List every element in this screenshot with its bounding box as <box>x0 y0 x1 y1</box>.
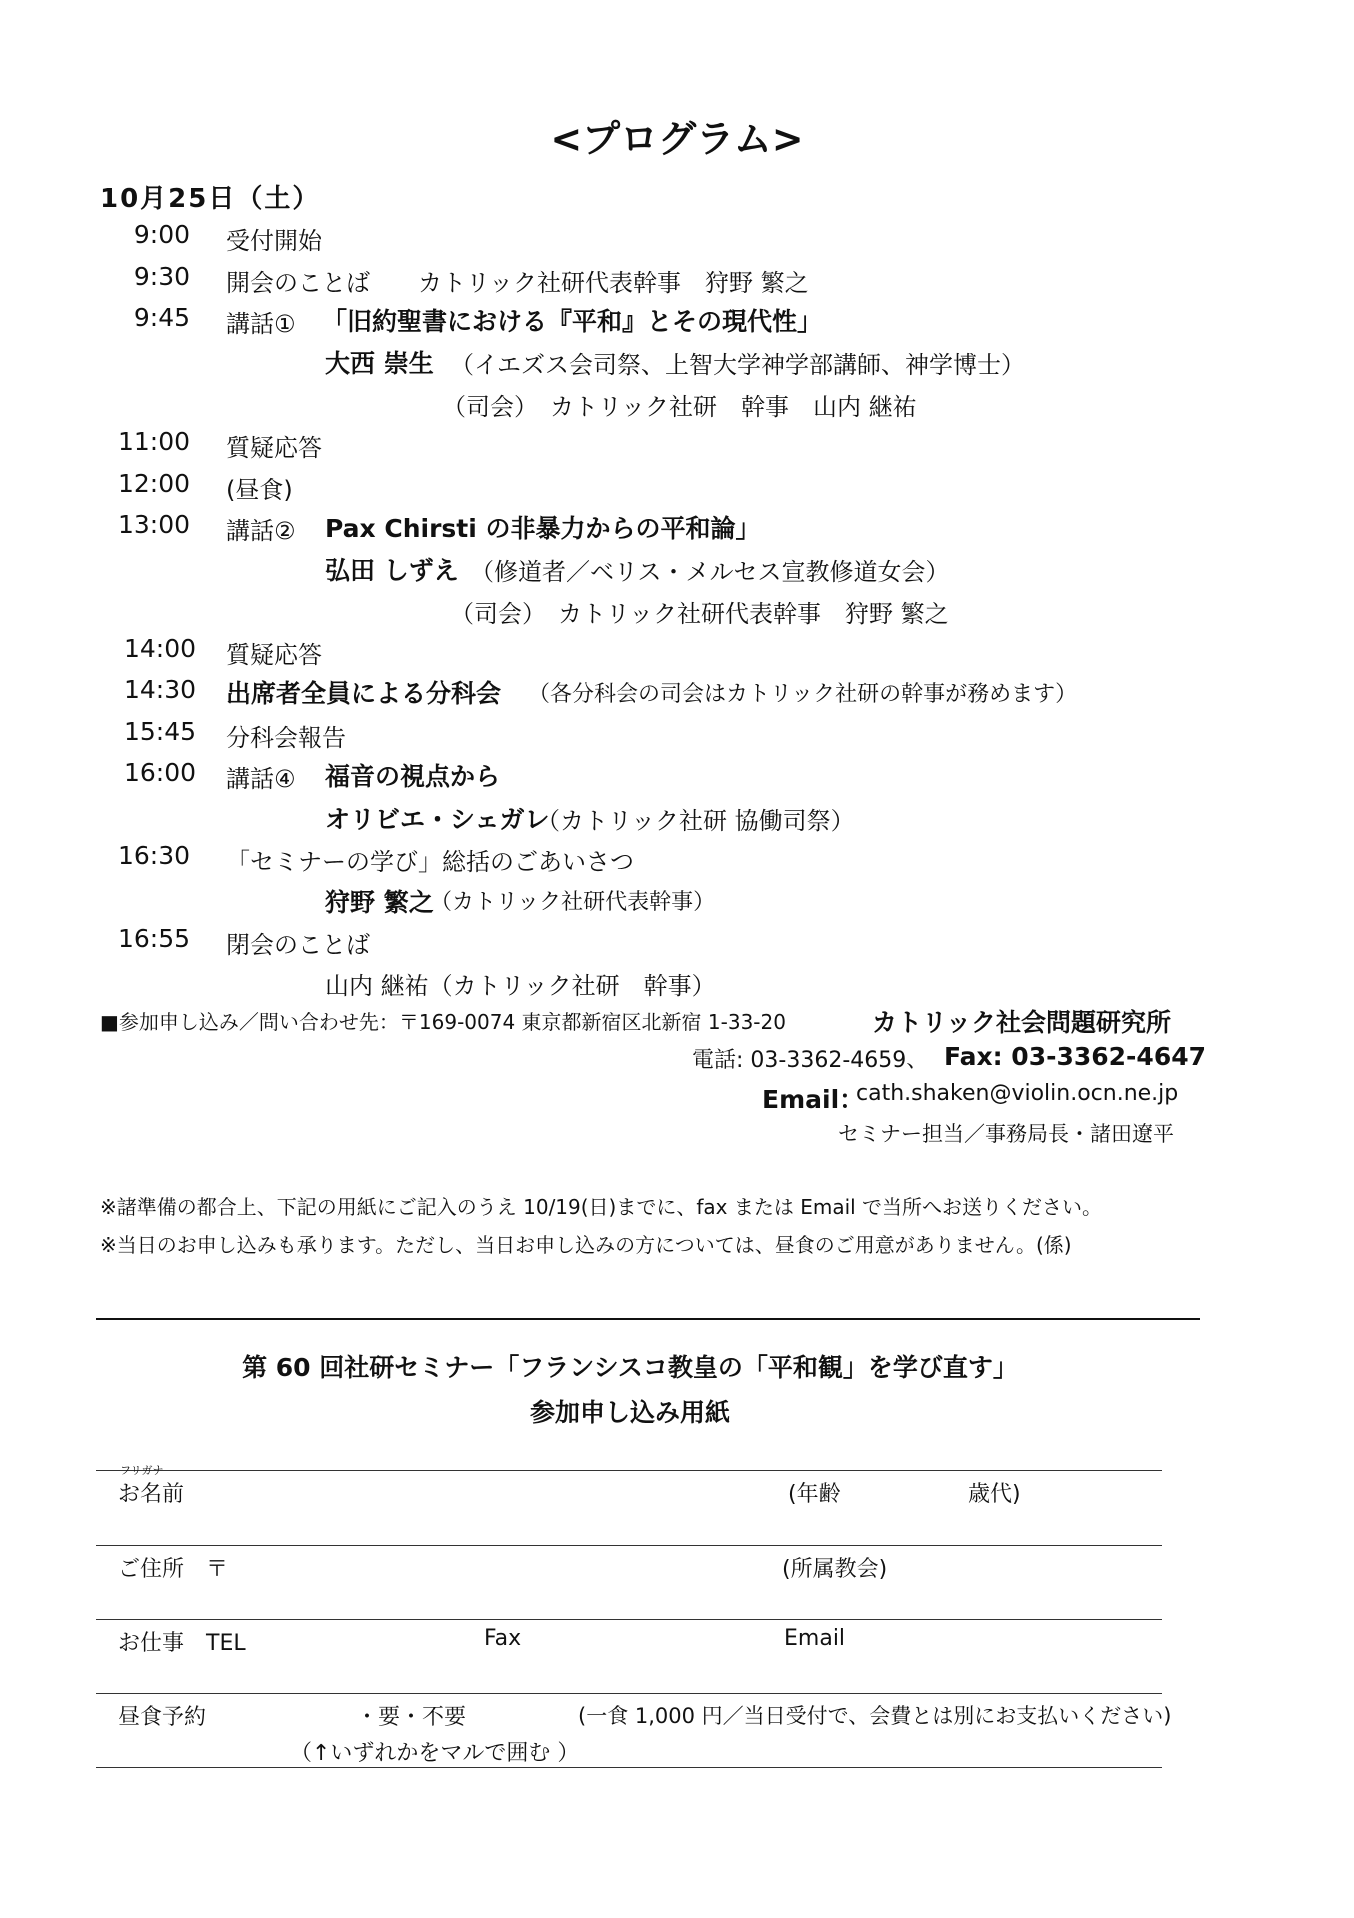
item-talk1-label: 講話① <box>226 310 296 338</box>
form-separator <box>96 1318 1200 1320</box>
note-same-day: ※当日のお申し込みも承ります。ただし、当日お申し込みの方については、昼食のご用意がありません。(係) <box>100 1233 1072 1257</box>
talk2-speaker: 弘田 しずえ <box>325 556 459 585</box>
form-subheading: 参加申し込み用紙 <box>529 1398 730 1427</box>
talk1-moderator: （司会） カトリック社研 幹事 山内 継祐 <box>442 393 917 421</box>
summary-affiliation: （カトリック社研代表幹事） <box>430 890 716 915</box>
form-row-line <box>96 1767 1162 1768</box>
form-row-line <box>96 1619 1162 1620</box>
contact-address: ■参加申し込み／問い合わせ先：〒169-0074 東京都新宿区北新宿 1-33-20 <box>100 1010 786 1034</box>
talk2-moderator: （司会） カトリック社研代表幹事 狩野 繁之 <box>450 600 949 628</box>
item-reception: 受付開始 <box>226 227 322 255</box>
church-label: (所属教会) <box>782 1557 888 1582</box>
contact-org: カトリック社会問題研究所 <box>872 1008 1172 1037</box>
item-opening: 開会のことば カトリック社研代表幹事 狩野 繁之 <box>226 269 809 297</box>
name-label: お名前 <box>118 1482 185 1507</box>
breakout-note: （各分科会の司会はカトリック社研の幹事が務めます） <box>528 682 1078 707</box>
form-row-line <box>96 1693 1162 1694</box>
time-0945: 9:45 <box>133 303 190 332</box>
fax-label: Fax <box>484 1626 522 1651</box>
form-row-line <box>96 1545 1162 1546</box>
time-1400: 14:00 <box>123 634 196 663</box>
talk4-title: 福音の視点から <box>325 762 501 791</box>
form-heading: 第 60 回社研セミナー「フランシスコ教皇の「平和観」を学び直す」 <box>242 1353 1018 1382</box>
time-0930: 9:30 <box>133 262 190 291</box>
address-label: ご住所 〒 <box>118 1557 229 1582</box>
closing-speaker: 山内 継祐（カトリック社研 幹事） <box>325 972 716 1000</box>
time-1100: 11:00 <box>117 427 190 456</box>
form-row-line <box>96 1470 1162 1471</box>
item-talk4-label: 講話④ <box>226 765 296 793</box>
item-breakout: 出席者全員による分科会 <box>226 679 502 708</box>
contact-email-label: Email： <box>762 1085 865 1114</box>
lunch-hint: （↑いずれかをマルで囲む ） <box>290 1741 580 1766</box>
talk1-title: 「旧約聖書における『平和』とその現代性」 <box>322 307 823 336</box>
item-qa1: 質疑応答 <box>226 434 322 462</box>
item-breakout-report: 分科会報告 <box>226 724 346 752</box>
age-label: (年齢 <box>788 1482 841 1507</box>
talk2-affiliation: （修道者／ベリス・メルセス宣教修道女会） <box>470 558 950 586</box>
time-1600: 16:00 <box>123 758 196 787</box>
time-1430: 14:30 <box>123 675 196 704</box>
time-1630: 16:30 <box>117 841 190 870</box>
talk4-speaker: オリビエ・シェガレ <box>325 805 550 834</box>
lunch-note: (一食 1,000 円／当日受付で、会費とは別にお支払いください) <box>578 1704 1172 1728</box>
program-title: <プログラム> <box>550 117 804 161</box>
item-summary: 「セミナーの学び」総括のごあいさつ <box>226 848 634 876</box>
item-qa2: 質疑応答 <box>226 641 322 669</box>
time-1545: 15:45 <box>123 717 196 746</box>
talk4-affiliation: （カトリック社研 協働司祭） <box>536 807 855 835</box>
time-0900: 9:00 <box>133 220 190 249</box>
time-1655: 16:55 <box>117 924 190 953</box>
summary-speaker: 狩野 繁之 <box>325 888 434 917</box>
contact-person: セミナー担当／事務局長・諸田遼平 <box>838 1122 1174 1146</box>
talk2-title: Pax Chirsti の非暴力からの平和論」 <box>325 514 761 543</box>
email-label: Email <box>784 1626 846 1651</box>
lunch-options[interactable]: ・要・不要 <box>356 1705 467 1730</box>
lunch-label: 昼食予約 <box>118 1705 207 1730</box>
time-1300: 13:00 <box>117 510 190 539</box>
contact-phone: 電話: 03-3362-4659、 <box>692 1048 929 1073</box>
item-closing: 閉会のことば <box>226 931 370 959</box>
item-lunch: (昼食) <box>226 476 293 504</box>
note-deadline: ※諸準備の都合上、下記の用紙にご記入のうえ 10/19(日)までに、fax または Email で当所へお送りください。 <box>100 1195 1103 1219</box>
time-1200: 12:00 <box>117 469 190 498</box>
furigana-label: フリガナ <box>120 1464 164 1477</box>
program-date: 10月25日（土） <box>100 184 321 214</box>
talk1-speaker: 大西 崇生 <box>325 349 434 378</box>
age-suffix: 歳代) <box>968 1482 1021 1507</box>
contact-email[interactable]: cath.shaken@violin.ocn.ne.jp <box>856 1081 1179 1106</box>
work-tel-label: お仕事 TEL <box>118 1631 246 1656</box>
item-talk2-label: 講話② <box>226 517 296 545</box>
contact-fax: Fax: 03-3362-4647 <box>944 1042 1207 1071</box>
talk1-affiliation: （イエズス会司祭、上智大学神学部講師、神学博士） <box>450 351 1026 379</box>
